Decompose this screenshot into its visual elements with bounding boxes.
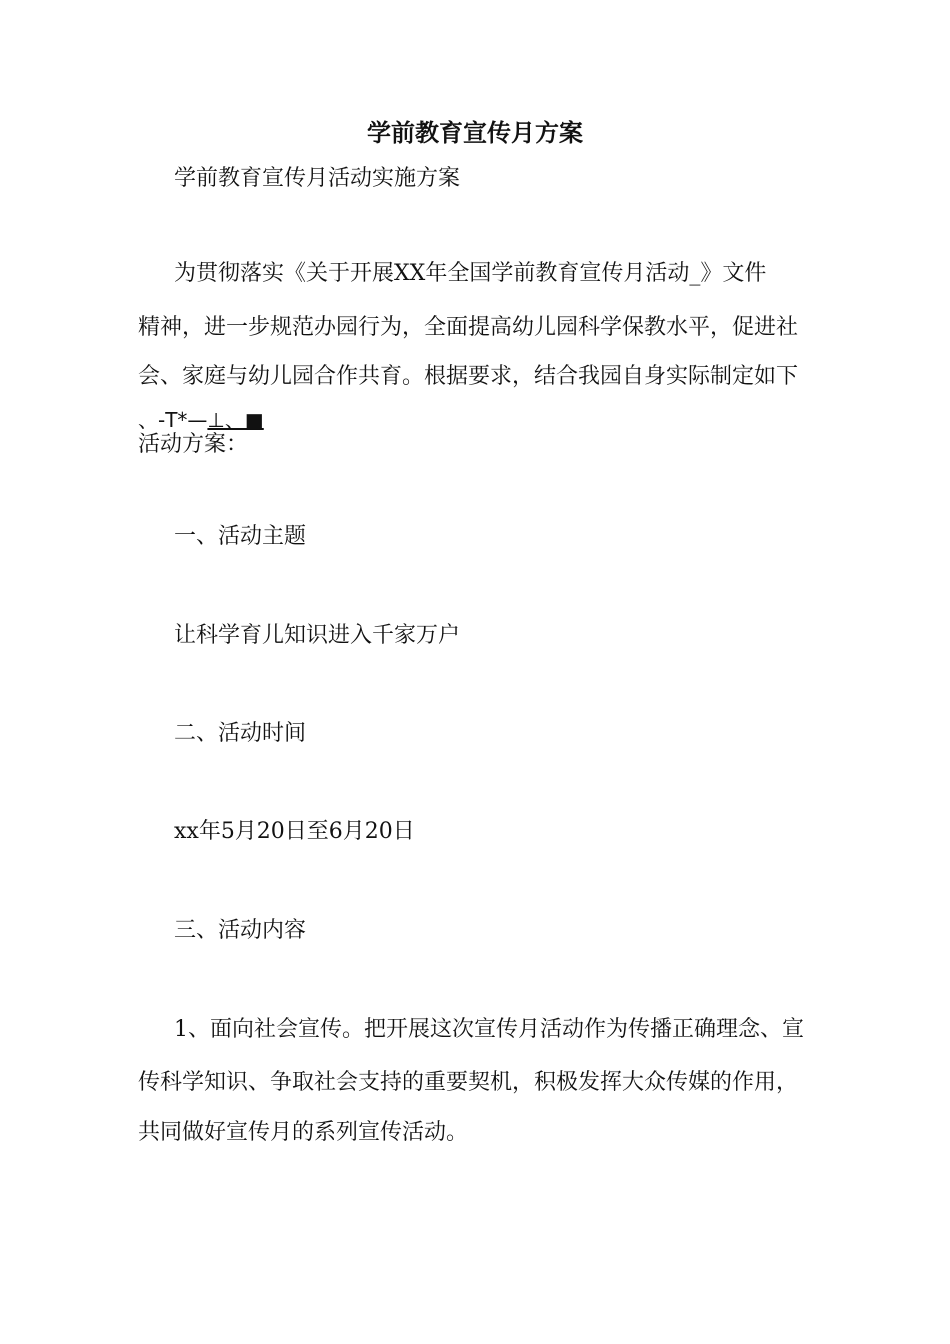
garbled-text: 、-T*— bbox=[138, 408, 208, 432]
item1-line-3: 共同做好宣传月的系列宣传活动。 bbox=[138, 1120, 469, 1145]
section-text-theme: 让科学育儿知识进入千家万户 bbox=[174, 623, 461, 648]
item1-line-2: 传科学知识、争取社会支持的重要契机，积极发挥大众传媒的作用， bbox=[138, 1070, 799, 1095]
intro-line-2: 精神，进一步规范办园行为，全面提高幼儿园科学保教水平，促进社 bbox=[138, 315, 799, 340]
page-title: 学前教育宣传月方案 bbox=[367, 118, 583, 147]
garbled-underlined-text: ⊥、■ bbox=[207, 408, 264, 432]
intro-line-1: 为贯彻落实《关于开展XX年全国学前教育宣传月活动_》文件 bbox=[174, 261, 767, 286]
section-heading-theme: 一、活动主题 bbox=[174, 524, 307, 549]
section-heading-time: 二、活动时间 bbox=[174, 721, 307, 746]
subtitle: 学前教育宣传月活动实施方案 bbox=[174, 166, 461, 191]
section-heading-content: 三、活动内容 bbox=[174, 918, 307, 943]
intro-line-3: 会、家庭与幼儿园合作共育。根据要求，结合我园自身实际制定如下 bbox=[138, 364, 799, 389]
intro-end: 活动方案： bbox=[138, 432, 249, 457]
section-text-time: xx年5月20日至6月20日 bbox=[174, 819, 415, 844]
item1-line-1: 1、面向社会宣传。把开展这次宣传月活动作为传播正确理念、宣 bbox=[174, 1017, 804, 1042]
